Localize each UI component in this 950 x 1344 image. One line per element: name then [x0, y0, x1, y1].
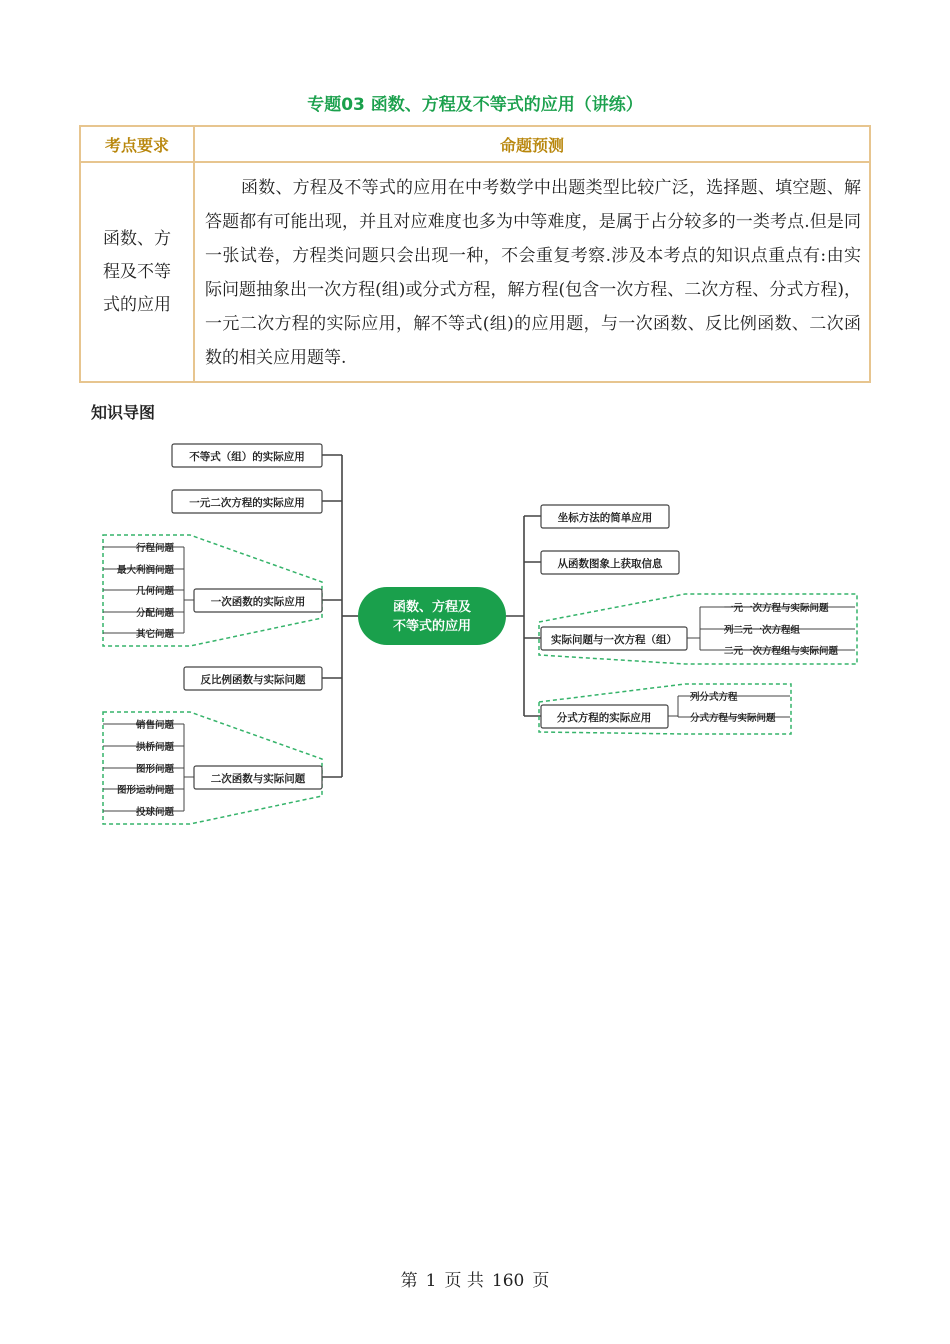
leaf-linear-5: 其它问题	[135, 629, 174, 640]
page-footer	[0, 1266, 950, 1291]
leaf-linear-1: 行程问题	[135, 543, 174, 554]
leaf-fraction-2: 分式方程与实际问题	[690, 713, 776, 724]
label-quadratic-equation: 一元二次方程的实际应用	[189, 497, 305, 509]
label-coordinate: 坐标方法的简单应用	[557, 512, 653, 524]
leaf-quadratic-2: 拱桥问题	[135, 742, 174, 753]
prediction-cell: 函数、方程及不等式的应用在中考数学中出题类型比较广泛，选择题、填空题、解答题都有可能出现，并且对应难度也多为中等难度，是属于占分较多的一类考点.但是同一张试卷，方程类问题只会出现一种，不会重复考察.涉及本考点的知识点重点有:由实际问题抽象出一次方程(组)或分式方程，解方程(包含一次方程、二次方程、分式方程)，一元二次方程的实际应用，解不等式(组)的应用题，与一次函数、反比例函数、二次函数的相关应用题等.	[194, 162, 870, 382]
knowledge-mindmap	[0, 430, 950, 840]
header-right: 命题预测	[194, 126, 870, 162]
page-title: 专题03 函数、方程及不等式的应用（讲练）	[307, 95, 643, 115]
label-inverse-function: 反比例函数与实际问题	[200, 674, 306, 686]
center-line-1: 函数、方程及	[392, 600, 472, 615]
leaf-equation-2: 列二元一次方程组	[724, 625, 801, 636]
leaf-linear-3: 几何问题	[135, 586, 174, 597]
leaf-quadratic-4: 图形运动问题	[116, 785, 174, 796]
leaf-quadratic-5: 投球问题	[135, 807, 174, 818]
label-fraction-equation: 分式方程的实际应用	[556, 712, 652, 724]
center-line-2: 不等式的应用	[392, 619, 472, 634]
section-title: 知识导图	[91, 403, 156, 422]
label-linear-function: 一次函数的实际应用	[210, 596, 306, 608]
footer-prefix: 第	[400, 1271, 418, 1291]
footer-page: 1	[425, 1271, 437, 1291]
leaf-equation-1: 一元一次方程与实际问题	[724, 603, 829, 614]
leaf-quadratic-1: 销售问题	[135, 720, 174, 731]
leaf-quadratic-3: 图形问题	[135, 764, 174, 775]
topic-line-3: 式的应用	[103, 294, 171, 315]
leaf-linear-4: 分配问题	[135, 608, 174, 619]
exam-requirements-table	[79, 125, 871, 383]
center-node	[358, 587, 506, 645]
footer-suffix: 页	[532, 1271, 550, 1291]
footer-mid: 页 共	[444, 1271, 484, 1291]
leaf-equation-3: 二元一次方程组与实际问题	[724, 646, 839, 657]
topic-cell	[80, 162, 194, 382]
label-graph-info: 从函数图象上获取信息	[557, 558, 663, 570]
topic-line-2: 程及不等	[103, 261, 171, 282]
leaf-fraction-1: 列分式方程	[690, 692, 738, 703]
footer-total: 160	[491, 1271, 525, 1291]
leaf-linear-2: 最大利润问题	[116, 565, 174, 576]
label-linear-equation: 实际问题与一次方程（组）	[551, 634, 677, 646]
topic-line-1: 函数、方	[103, 228, 171, 249]
header-left: 考点要求	[80, 126, 194, 162]
label-quadratic-function: 二次函数与实际问题	[210, 773, 306, 785]
label-inequality: 不等式（组）的实际应用	[189, 451, 305, 463]
